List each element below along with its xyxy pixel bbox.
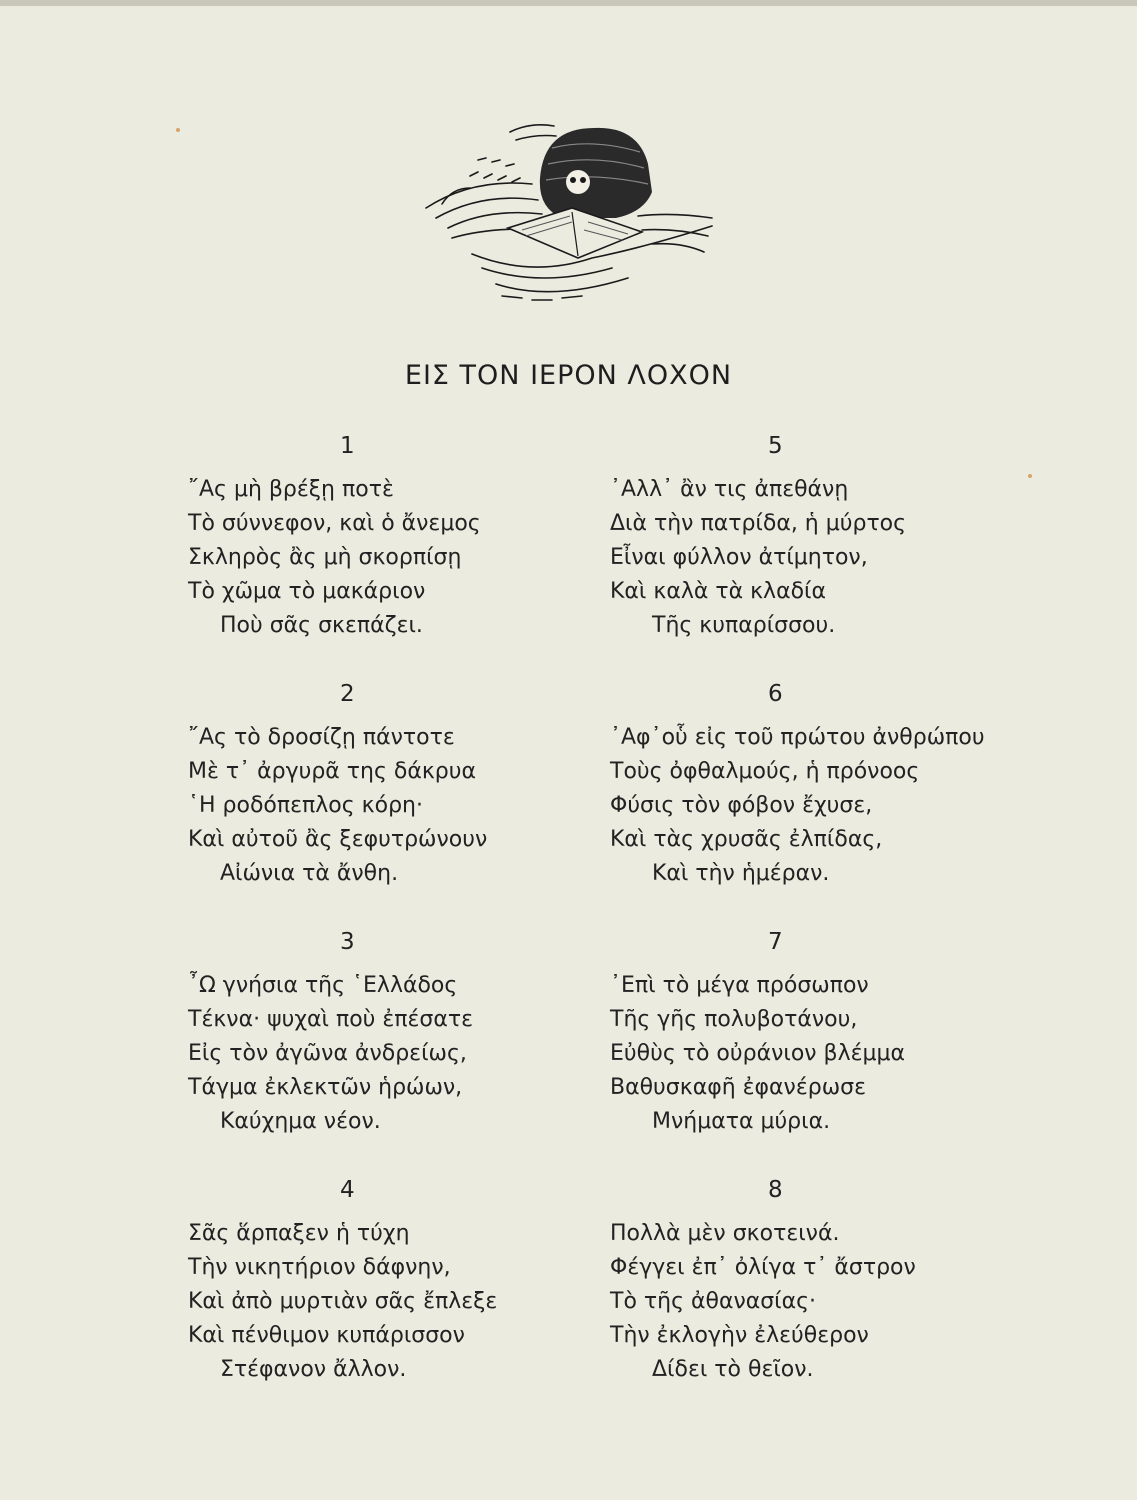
verse-line: ῏Ω γνήσια τῆς ῾Ελλάδος [188,973,458,998]
verse-line: ῎Ας μὴ βρέξῃ ποτὲ [188,477,394,502]
verse-line: Μνήματα μύρια. [652,1109,831,1134]
verse-line: Ποὺ σᾶς σκεπάζει. [220,613,423,638]
stanza-number: 2 [340,681,355,707]
verse-line: Βαθυσκαφῆ ἐφανέρωσε [610,1075,866,1100]
verse-line: ῾Η ροδόπεπλος κόρη· [188,793,423,818]
right-column [610,425,1030,1417]
paper-speck [1028,474,1032,478]
verse-line: ᾽Επὶ τὸ μέγα πρόσωπον [610,973,869,998]
stanza-number: 3 [340,929,355,955]
verse-line: Καύχημα νέον. [220,1109,381,1134]
verse-line: Καὶ ἀπὸ μυρτιὰν σᾶς ἔπλεξε [188,1289,498,1314]
stanza-8 [610,1169,1030,1417]
verse-line: ῎Ας τὸ δροσίζῃ πάντοτε [188,725,455,750]
verse-line: Αἰώνια τὰ ἄνθη. [220,861,399,886]
stanza-6 [610,673,1030,921]
left-column [188,425,608,1417]
verse-line: Καὶ τὰς χρυσᾶς ἐλπίδας, [610,827,883,852]
stanza-number: 6 [768,681,783,707]
verse-line: Καὶ αὐτοῦ ἂς ξεφυτρώνουν [188,827,488,852]
poem-title: ΕΙΣ ΤΟΝ ΙΕΡΟΝ ΛΟΧΟΝ [404,360,733,391]
verse-line: ᾽Αφ᾽οὗ εἰς τοῦ πρώτου ἀνθρώπου [610,725,985,750]
verse-line: Τάγμα ἐκλεκτῶν ἡρώων, [188,1075,463,1100]
verse-line: Σᾶς ἅρπαξεν ἡ τύχη [188,1221,410,1246]
verse-line: Εὐθὺς τὸ οὐράνιον βλέμμα [610,1041,906,1066]
verse-line: Τὴν ἐκλογὴν ἐλεύθερον [610,1323,869,1348]
verse-line: Τὸ σύννεφον, καὶ ὁ ἄνεμος [188,511,481,536]
stanza-number: 1 [340,433,355,459]
verse-line: Μὲ τ᾽ ἀργυρᾶ της δάκρυα [188,759,476,784]
stanza-1 [188,425,608,673]
stanza-number: 5 [768,433,783,459]
stanza-number: 4 [340,1177,355,1203]
helmet-book-vignette-icon [412,108,732,308]
verse-line: Τέκνα· ψυχαὶ ποὺ ἐπέσατε [188,1007,474,1032]
stanza-4 [188,1169,608,1417]
verse-line: Διὰ τὴν πατρίδα, ἡ μύρτος [610,511,907,536]
verse-line: Δίδει τὸ θεῖον. [652,1357,814,1382]
stanza-3 [188,921,608,1169]
verse-line: Τὴν νικητήριον δάφνην, [188,1255,451,1280]
stanza-7 [610,921,1030,1169]
verse-line: Φέγγει ἐπ᾽ ὀλίγα τ᾽ ἄστρον [610,1255,916,1280]
verse-line: Τὸ τῆς ἀθανασίας· [610,1289,817,1314]
verse-line: Τὸ χῶμα τὸ μακάριον [188,579,426,604]
verse-line: Καὶ τὴν ἡμέραν. [652,861,830,886]
stanza-number: 8 [768,1177,783,1203]
verse-line: Εἰς τὸν ἀγῶνα ἀνδρείως, [188,1041,467,1066]
verse-line: Καὶ καλὰ τὰ κλαδία [610,579,826,604]
paper-speck [176,128,180,132]
page-top-edge [0,0,1137,6]
verse-line: Εἶναι φύλλον ἀτίμητον, [610,545,868,570]
verse-line: Πολλὰ μὲν σκοτεινά. [610,1221,840,1246]
verse-line: Τοὺς ὀφθαλμούς, ἡ πρόνοος [610,759,920,784]
verse-line: ᾽Αλλ᾽ ἂν τις ἀπεθάνῃ [610,477,849,502]
verse-line: Καὶ πένθιμον κυπάρισσον [188,1323,465,1348]
verse-line: Στέφανον ἄλλον. [220,1357,407,1382]
stanza-2 [188,673,608,921]
stanza-number: 7 [768,929,783,955]
stanza-5 [610,425,1030,673]
verse-line: Φύσις τὸν φόβον ἔχυσε, [610,793,873,818]
verse-line: Σκληρὸς ἂς μὴ σκορπίσῃ [188,545,462,570]
verse-line: Τῆς κυπαρίσσου. [652,613,836,638]
verse-line: Τῆς γῆς πολυβοτάνου, [610,1007,858,1032]
